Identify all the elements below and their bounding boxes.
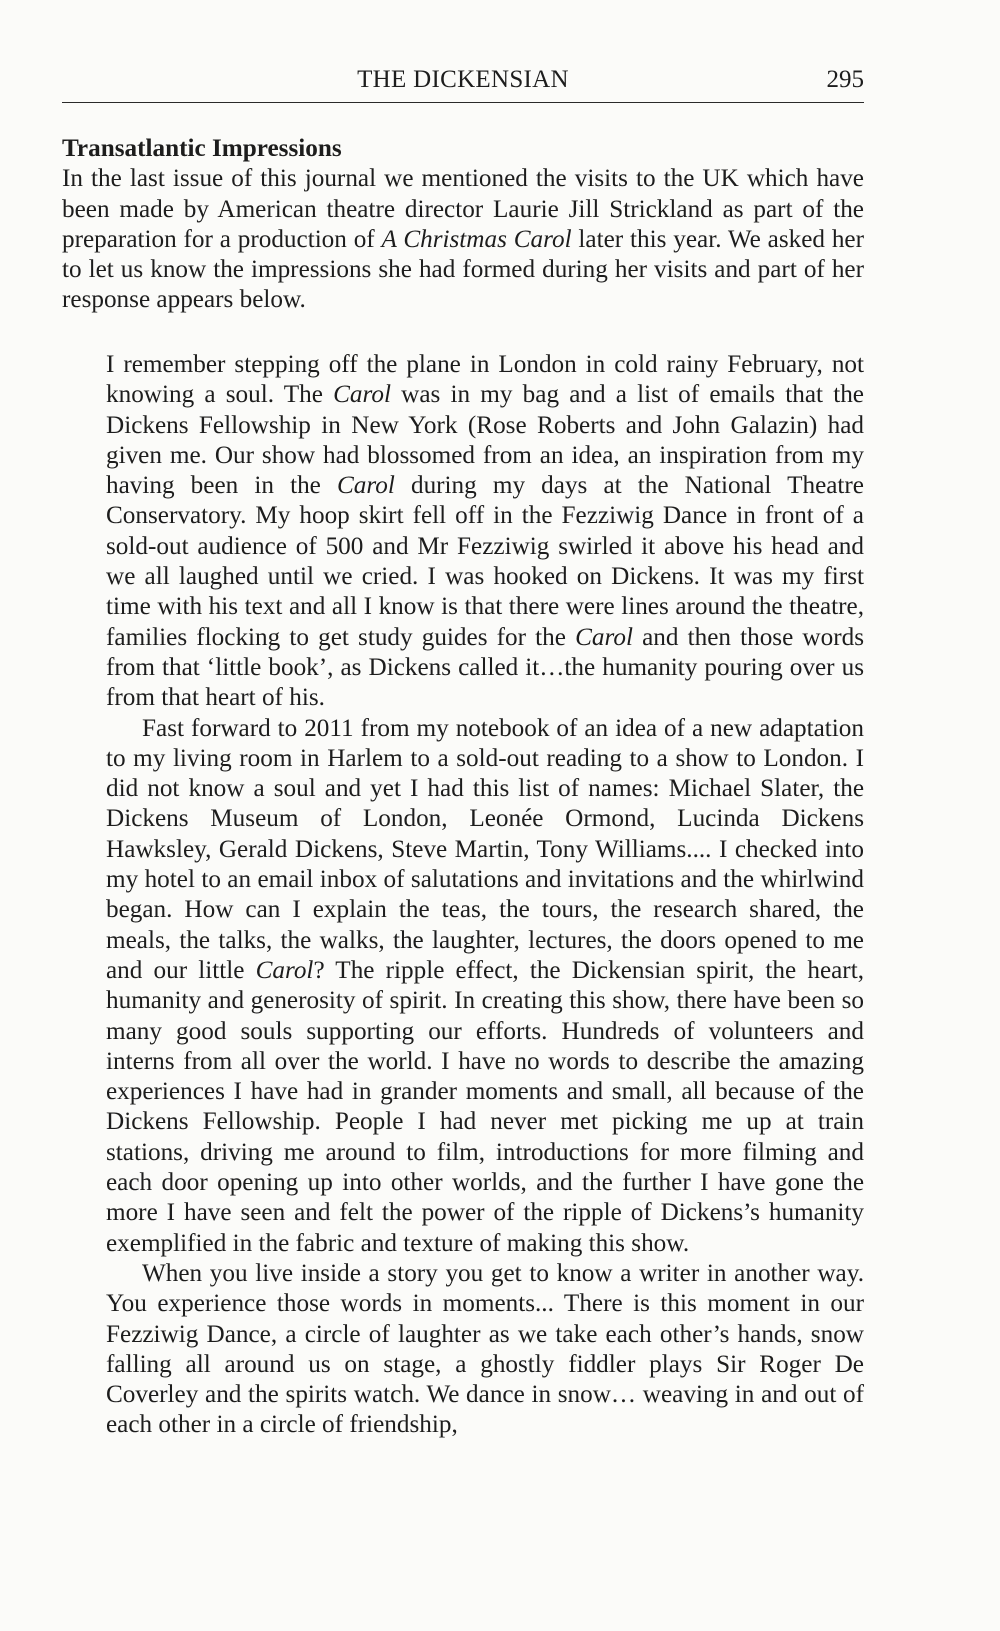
paragraph-text: and then those words from that ‘little book’, as Dickens called it…the humanity pouring over us from that heart of his. (106, 623, 865, 712)
italic-title: Carol (255, 956, 314, 984)
article-intro (62, 134, 864, 316)
paragraph-text: was in my bag and a list of emails that the Dickens Fellowship in New York (Rose Roberts and John Galazin) had given me. Our show had blossomed from an idea, an inspiration from my having been in the (106, 381, 864, 500)
intro-text: In the last issue of this journal we mentioned the visits to the UK which have been made by American theatre director Laurie Jill Strickland as part of the preparation for a production of (62, 165, 864, 253)
intro-text: later this year. We asked her to let us know the impressions she had formed during her visits and part of her response appears below. (62, 225, 864, 314)
intro-italic-title: A Christmas Carol (381, 225, 572, 253)
italic-title: Carol (575, 623, 633, 651)
paragraph-text: I remember stepping off the plane in London in cold rainy February, not knowing a soul. The (106, 351, 864, 409)
letter-quote (106, 350, 864, 1441)
paragraph-text: during my days at the National Theatre Conservatory. My hoop skirt fell off in the Fezziwig Dance in front of a sold-out audience of 500 and Mr Fezziwig swirled it above his head and we all laughed until we cried. I was hooked on Dickens. It was my first time with his text and all I know is that there were lines around the theatre, families flocking to get study guides for the (106, 472, 864, 651)
italic-title: Carol (333, 381, 391, 409)
page-number: 295 (826, 66, 864, 93)
paragraph-text: When you live inside a story you get to know a writer in another way. You experience those words in moments... There is this moment in our Fezziwig Dance, a circle of laughter as we take each other’s hands, snow falling all around us on stage, a ghostly fiddler plays Sir Roger De Coverley and the spirits watch. We dance in snow… weaving in and out of each other in a circle of friendship, (106, 1259, 864, 1439)
letter-paragraph-1 (106, 350, 864, 714)
letter-paragraph-2 (106, 714, 864, 1259)
paragraph-text: Fast forward to 2011 from my notebook of an idea of a new adaptation to my living room in Harlem to a sold-out reading to a show to London. I did not know a soul and yet I had this list of names: Michael Slater, the Dickens Museum of London, Leonée Ormond, Lucinda Dickens Hawksley, Gerald Dickens, Steve Martin, Tony Williams.... I checked into my hotel to an email inbox of salutations and invitations and the whirlwind began. How can I explain the teas, the tours, the research shared, the meals, the talks, the walks, the laughter, lectures, the doors opened to me and our little (106, 714, 864, 984)
italic-title: Carol (336, 472, 395, 500)
letter-paragraph-3 (106, 1259, 864, 1441)
article-heading: Transatlantic Impressions (62, 135, 342, 162)
journal-title: THE DICKENSIAN (357, 66, 569, 93)
running-head (62, 62, 864, 103)
paragraph-text: ? The ripple effect, the Dickensian spirit, the heart, humanity and generosity of spirit. In creating this show, there have been so many good souls supporting our efforts. Hundreds of volunteers and interns from all over the world. I have no words to describe the amazing experiences I have had in grander moments and small, all because of the Dickens Fellowship. People I had never met picking me up at train stations, driving me around to film, introductions for more filming and each door opening up into other worlds, and the further I have gone the more I have seen and felt the power of the ripple of Dickens’s humanity exemplified in the fabric and texture of making this show. (106, 956, 864, 1257)
